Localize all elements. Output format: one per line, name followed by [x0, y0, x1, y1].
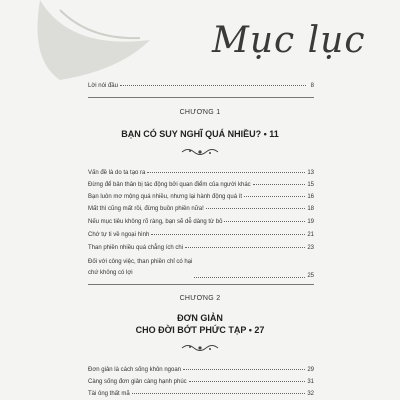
toc-entry[interactable] — [88, 367, 314, 373]
toc-entry-page: 21 — [307, 232, 314, 238]
toc-entry-page: 23 — [307, 245, 314, 251]
flourish-ornament — [180, 147, 220, 157]
toc-entry[interactable] — [88, 232, 314, 238]
dot-leader — [194, 277, 305, 278]
chapter-title: BẠN CÓ SUY NGHĨ QUÁ NHIỀU? • 11 — [121, 129, 279, 139]
flourish-ornament — [180, 343, 220, 353]
dot-leader — [147, 172, 305, 173]
dot-leader — [253, 184, 306, 185]
dot-leader — [189, 381, 306, 382]
chapter-title-line: CHO ĐỜI BỚT PHỨC TẠP • 27 — [135, 325, 265, 335]
toc-entry-text: Càng sống đơn giản càng hạnh phúc — [88, 379, 187, 385]
toc-entry[interactable] — [88, 219, 314, 225]
corner-decoration — [0, 0, 160, 90]
toc-entry-page: 18 — [307, 206, 314, 212]
chapter-label: CHƯƠNG 1 — [179, 109, 221, 116]
toc-entry[interactable] — [88, 245, 314, 251]
toc-entry-page: 13 — [307, 170, 314, 176]
dot-leader — [120, 85, 306, 86]
toc-entry-page: 8 — [310, 83, 314, 89]
toc-entry-text: Bạn luôn mơ mộng quá nhiều, nhưng lại hành động quá ít — [88, 194, 243, 200]
toc-entry-page: 32 — [307, 391, 314, 397]
dot-leader — [224, 221, 305, 222]
toc-entry-page: 16 — [307, 194, 314, 200]
toc-entry[interactable] — [88, 391, 314, 397]
toc-entry-text: Đơn giản là cách sống khôn ngoan — [88, 367, 181, 373]
toc-entry-text: Đừng để bản thân bị tác động bởi quan điểm của người khác — [88, 182, 251, 188]
toc-entry-page: 15 — [307, 182, 314, 188]
toc-entry-page: 31 — [307, 379, 314, 385]
toc-entry-text-line: Đối với công việc, than phiền chỉ có hại — [88, 259, 193, 265]
toc-entry-text: Chớ tự ti về ngoại hình — [88, 232, 150, 238]
divider — [88, 284, 314, 285]
toc-entry[interactable] — [88, 206, 314, 212]
chapter-title — [90, 312, 310, 336]
dot-leader — [183, 369, 305, 370]
toc-entry-text: Mất thì cũng mất rồi, đừng buồn phiền nữa! — [88, 206, 204, 212]
dot-leader — [185, 247, 305, 248]
toc-entry-text — [88, 257, 192, 279]
toc-entry-text: Than phiền nhiều quá chẳng ích chi — [88, 245, 184, 251]
toc-entry-text: Vấn đề là do ta tạo ra — [88, 170, 146, 176]
toc-entry[interactable] — [88, 257, 314, 279]
dot-leader — [244, 196, 305, 197]
toc-entry-text: Lời nói đầu — [88, 83, 118, 89]
toc-entry-page: 19 — [307, 219, 314, 225]
toc-entry-page: 29 — [307, 367, 314, 373]
toc-entry-text: Nếu mục tiêu không rõ ràng, bạn sẽ dễ dàng từ bỏ — [88, 219, 223, 225]
toc-entry-intro[interactable] — [88, 83, 314, 89]
chapter-label: CHƯƠNG 2 — [179, 295, 221, 302]
dot-leader — [151, 234, 305, 235]
divider — [88, 97, 314, 98]
toc-entry[interactable] — [88, 170, 314, 176]
chapter-title-line: ĐƠN GIẢN — [177, 313, 223, 323]
toc-entry[interactable] — [88, 379, 314, 385]
toc-entry[interactable] — [88, 194, 314, 200]
dot-leader — [132, 393, 306, 394]
toc-entry-page: 25 — [307, 273, 314, 279]
toc-entry-text-line: chứ không có lợi — [88, 270, 133, 276]
page-title: Mục lục — [212, 20, 366, 61]
toc-entry[interactable] — [88, 182, 314, 188]
dot-leader — [206, 208, 306, 209]
toc-entry-text: Tài ông thất mã — [88, 391, 130, 397]
